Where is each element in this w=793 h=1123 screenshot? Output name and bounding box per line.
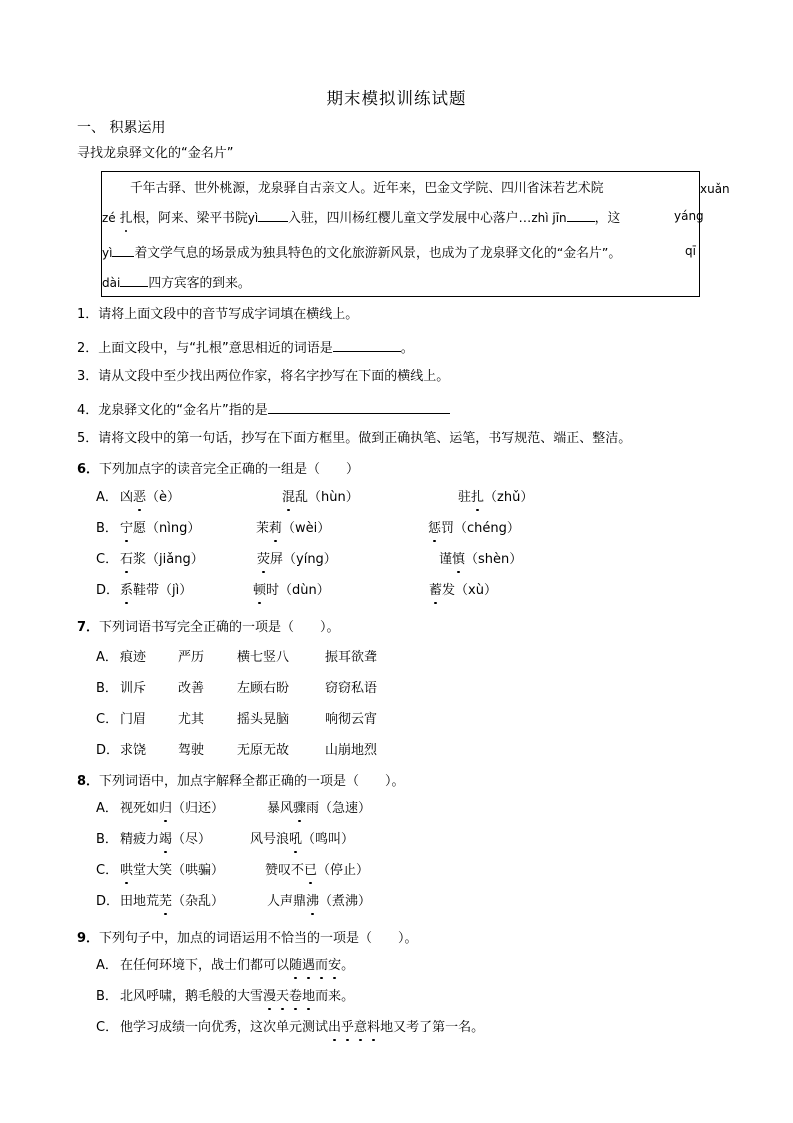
dotted-char: 芜 [159,894,173,909]
option-label[interactable]: B． [96,989,118,1004]
text: 地又考了第一名。 [380,1020,485,1035]
option-word: 尤其 [178,712,205,727]
option-item [267,893,371,911]
option-item [120,551,204,569]
dotted-char: 地 [302,989,316,1004]
text: 。 [341,958,355,973]
option-word: 训斥 [120,681,147,696]
text: 茉 [256,521,270,536]
dotted-char: 莉 [269,521,283,536]
dotted-char: 沸 [306,894,320,909]
text: 愿（nìng） [133,521,201,536]
option-label[interactable]: A． [96,490,118,505]
option-label[interactable]: C． [96,712,119,727]
text: 罚（chéng） [441,521,520,536]
option-word: 摇头晃脑 [237,712,290,727]
dotted-char: 哄 [120,863,134,878]
question-3: 3．请从文段中至少找出两位作家，将名字抄写在下面的横线上。 [77,369,450,384]
text: （停止） [317,863,370,878]
option-item [257,551,337,569]
answer-blank[interactable] [268,399,450,414]
option-word: 改善 [178,681,205,696]
text: 鞋带（jì） [133,583,193,598]
option-item [120,800,224,818]
dotted-char: 意 [354,1020,368,1035]
dotted-char: 顿 [253,583,267,598]
text: （归还） [172,801,225,816]
question-1: 1．请将上面文段中的音节写成字词填在横线上。 [77,307,359,322]
intro-text: 寻找龙泉驿文化的“金名片” [77,146,234,161]
option-item [120,520,200,538]
text: 在任何环境下，战士们都可以 [120,958,290,973]
option-word: 振耳欲聋 [325,650,378,665]
dotted-char: 乎 [341,1020,355,1035]
option-item [120,831,211,849]
text: 而来。 [315,989,355,1004]
option-item [267,800,371,818]
section-heading: 一、 积累运用 [77,120,166,136]
text: （shèn） [465,552,523,567]
question-4: 4．龙泉驿文化的“金名片”指的是 [77,399,450,420]
dotted-char: 恶 [133,490,147,505]
option-item [250,831,354,849]
option-item [428,520,520,538]
text: 他学习成绩一向优秀，这次单元测试 [120,1020,329,1035]
dotted-char: 料 [367,1020,381,1035]
dotted-char: 扎 [119,211,133,226]
text: 凶 [120,490,134,505]
passage-line-1: 千年古驿、世外桃源，龙泉驿自古亲文人。近年来，巴金文学院、四川省沫若艺术院 xuǎn [130,181,730,196]
text: 赞叹不 [265,863,305,878]
passage-line-2: zé 扎根，阿来、梁平书院yì 入驻，四川杨红樱儿童文学发展中心落户…zhì jīn ，这 yáng [102,209,704,226]
option-item [120,582,192,600]
dotted-char: 骤 [293,801,307,816]
passage-box [101,171,730,297]
question-9: 9．下列句子中，加点的词语运用不恰当的一项是（ ）。 [77,931,418,946]
option-word: 痕迹 [120,650,147,665]
option-word: 横七竖八 [237,650,290,665]
option-word: 驾驶 [178,743,205,758]
text: 时（dùn） [266,583,330,598]
dotted-char: 安 [328,958,342,973]
text: 驻 [458,490,472,505]
option-word: 响彻云宵 [325,712,378,727]
text: 发（xù） [442,583,497,598]
option-word: 无原无故 [237,743,290,758]
dotted-char: 卷 [289,989,303,1004]
option-item [120,988,354,1006]
text: （鸣叫） [302,832,355,847]
option-label[interactable]: C． [96,552,119,567]
text: 谨 [439,552,453,567]
dotted-char: 扎 [471,490,485,505]
option-label[interactable]: B． [96,521,118,536]
option-item [265,862,369,880]
text: 田地荒 [120,894,160,909]
text: （煮沸） [319,894,372,909]
dotted-char: 而 [315,958,329,973]
answer-blank[interactable] [120,272,148,287]
question-5: 5．请将文段中的第一句话，抄写在下面方框里。做到正确执笔、运笔，书写规范、端正、整洁。 [77,431,632,446]
option-item [458,489,533,507]
page-title: 期末模拟训练试题 [326,89,467,108]
answer-blank[interactable] [258,207,288,222]
option-label[interactable]: D． [96,894,120,909]
option-word: 窃窃私语 [325,681,378,696]
question-7: 7．下列词语书写完全正确的一项是（ ）。 [77,620,340,635]
text: （wèi） [282,521,331,536]
answer-blank[interactable] [333,337,401,352]
option-item [256,520,330,538]
text: 乱（hùn） [295,490,359,505]
option-item [120,893,224,911]
option-word: 山崩地烈 [325,743,378,758]
dotted-char: 遇 [302,958,316,973]
option-item [120,489,180,507]
dotted-char: 宁 [120,521,134,536]
text: 屏（yíng） [270,552,337,567]
dotted-char: 石 [120,552,134,567]
dotted-char: 归 [159,801,173,816]
question-6: 6．下列加点字的读音完全正确的一组是（ ） [77,462,360,477]
text: （è） [146,490,181,505]
text: 风号浪 [250,832,290,847]
text: （zhǔ） [484,490,534,505]
option-item [253,582,330,600]
text: 视死如 [120,801,160,816]
question-8: 8．下列词语中，加点字解释全都正确的一项是（ ）。 [77,774,405,789]
passage-line-3: yì 着文学气息的场景成为独具特色的文化旅游新风景，也成为了龙泉驿文化的“金名片”。 qī [102,244,696,261]
dotted-char: 已 [304,863,318,878]
option-label[interactable]: A． [96,650,118,665]
dotted-char: 系 [120,583,134,598]
dotted-char: 天 [276,989,290,1004]
option-item [120,1019,484,1037]
option-item [429,582,497,600]
option-item [120,862,224,880]
dotted-char: 慎 [452,552,466,567]
option-label[interactable]: D． [96,743,120,758]
option-word: 严历 [178,650,205,665]
dotted-char: 蓄 [429,583,443,598]
text: 人声鼎 [267,894,307,909]
option-word: 左顾右盼 [237,681,290,696]
dotted-char: 惩 [428,521,442,536]
answer-blank[interactable] [112,242,134,257]
dotted-char: 混 [282,490,296,505]
option-label[interactable]: C． [96,1020,119,1035]
text: （杂乱） [172,894,225,909]
option-label[interactable]: C． [96,863,119,878]
dotted-char: 出 [328,1020,342,1035]
text: 北风呼啸，鹅毛般的大雪 [120,989,264,1004]
option-word: 求饶 [120,743,147,758]
option-label[interactable]: A． [96,801,118,816]
text: （尽） [172,832,212,847]
pinyin: xuǎn [700,182,730,196]
text: 浆（jiǎng） [133,552,204,567]
answer-blank[interactable] [567,207,595,222]
text: 雨（急速） [306,801,372,816]
dotted-char: 竭 [159,832,173,847]
text: 堂大笑（哄骗） [133,863,225,878]
option-label[interactable]: D． [96,583,120,598]
option-item [282,489,359,507]
dotted-char: 吼 [289,832,303,847]
option-label[interactable]: A． [96,958,118,973]
question-2: 2．上面文段中，与“扎根”意思相近的词语是 。 [77,337,414,358]
dotted-char: 随 [289,958,303,973]
option-label[interactable]: B． [96,681,118,696]
option-label[interactable]: B． [96,832,118,847]
text: 暴风 [267,801,294,816]
dotted-char: 荧 [257,552,271,567]
passage-line-4: dài 四方宾客的到来。 [102,272,251,293]
option-item [439,551,522,569]
option-item [120,957,354,975]
text: 精疲力 [120,832,160,847]
option-word: 门眉 [120,712,147,727]
dotted-char: 漫 [263,989,277,1004]
